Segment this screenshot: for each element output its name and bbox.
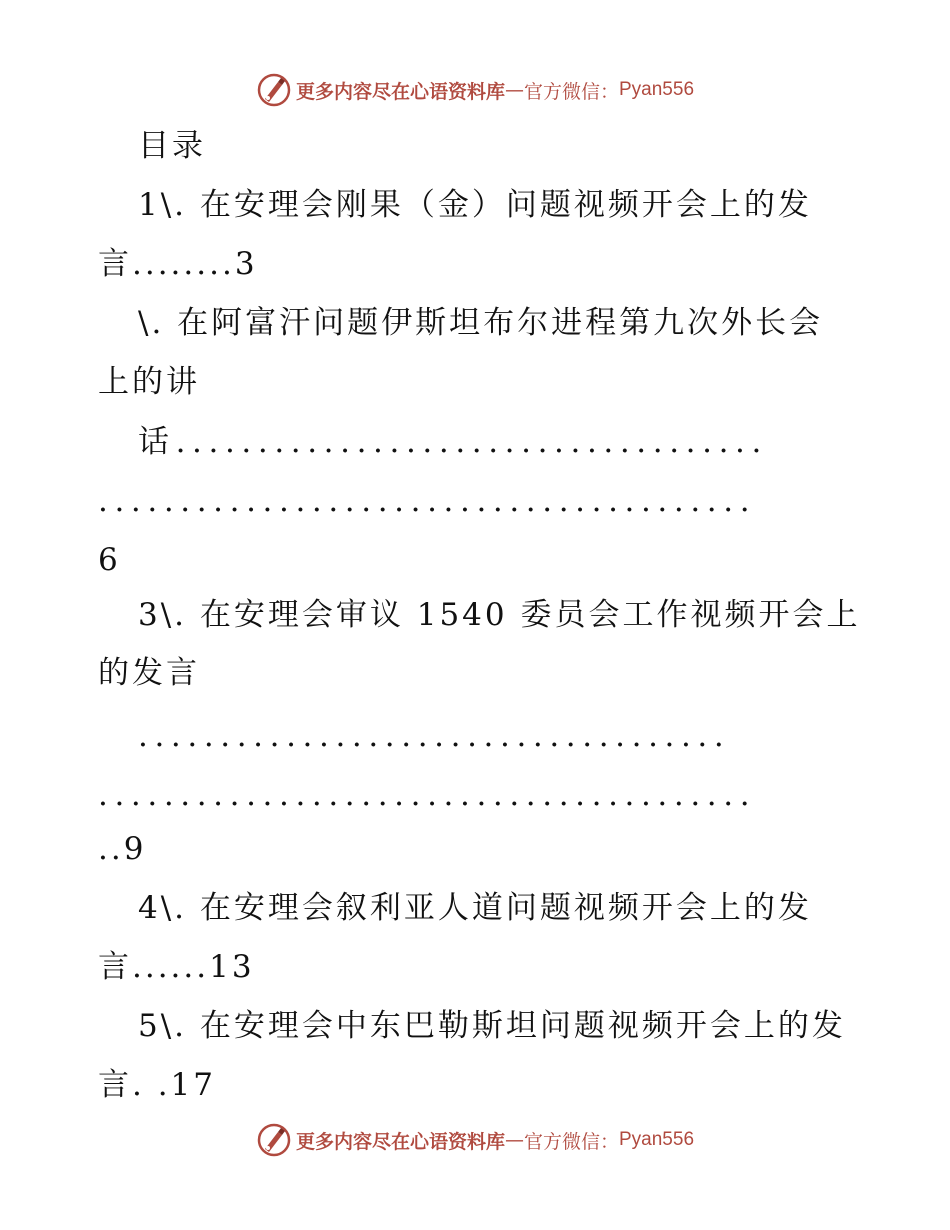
toc-line-1: 1\. 在安理会刚果（金）问题视频开会上的发 bbox=[138, 187, 812, 223]
watermark-site: 更多内容尽在心语资料库 bbox=[295, 1130, 505, 1153]
watermark-separator: — bbox=[504, 1129, 524, 1151]
toc-line-3: \. 在阿富汗问题伊斯坦布尔进程第九次外长会 bbox=[138, 305, 824, 341]
watermark-separator: — bbox=[504, 79, 524, 101]
watermark-banner-top bbox=[0, 70, 950, 110]
pen-logo-icon bbox=[256, 1122, 292, 1158]
toc-line-10: .................................... bbox=[138, 718, 731, 754]
toc-line-9: 的发言 bbox=[98, 655, 200, 691]
watermark-account: Pyan556 bbox=[619, 1129, 695, 1150]
toc-line-13: 4\. 在安理会叙利亚人道问题视频开会上的发 bbox=[138, 890, 812, 926]
watermark-label: 官方微信： bbox=[523, 1130, 619, 1153]
watermark-site: 更多内容尽在心语资料库 bbox=[295, 80, 505, 103]
toc-line-12: ..9 bbox=[98, 831, 147, 867]
toc-heading: 目录 bbox=[138, 128, 206, 164]
toc-line-7: 6 bbox=[98, 542, 121, 578]
pen-logo-icon bbox=[256, 72, 292, 108]
toc-line-16: 言. .17 bbox=[98, 1067, 217, 1103]
watermark-label: 官方微信： bbox=[523, 80, 619, 103]
toc-line-8: 3\. 在安理会审议 1540 委员会工作视频开会上 bbox=[138, 597, 861, 633]
watermark-account: Pyan556 bbox=[619, 79, 695, 100]
toc-line-5: 话.................................... bbox=[138, 424, 768, 460]
toc-line-15: 5\. 在安理会中东巴勒斯坦问题视频开会上的发 bbox=[138, 1008, 846, 1044]
watermark-banner-bottom bbox=[0, 1120, 950, 1160]
toc-line-4: 上的讲 bbox=[98, 364, 200, 400]
toc-line-2: 言........3 bbox=[98, 246, 258, 282]
toc-line-6: ........................................ bbox=[98, 483, 757, 519]
toc-line-11: ........................................ bbox=[98, 777, 757, 813]
toc-line-14: 言......13 bbox=[98, 949, 255, 985]
